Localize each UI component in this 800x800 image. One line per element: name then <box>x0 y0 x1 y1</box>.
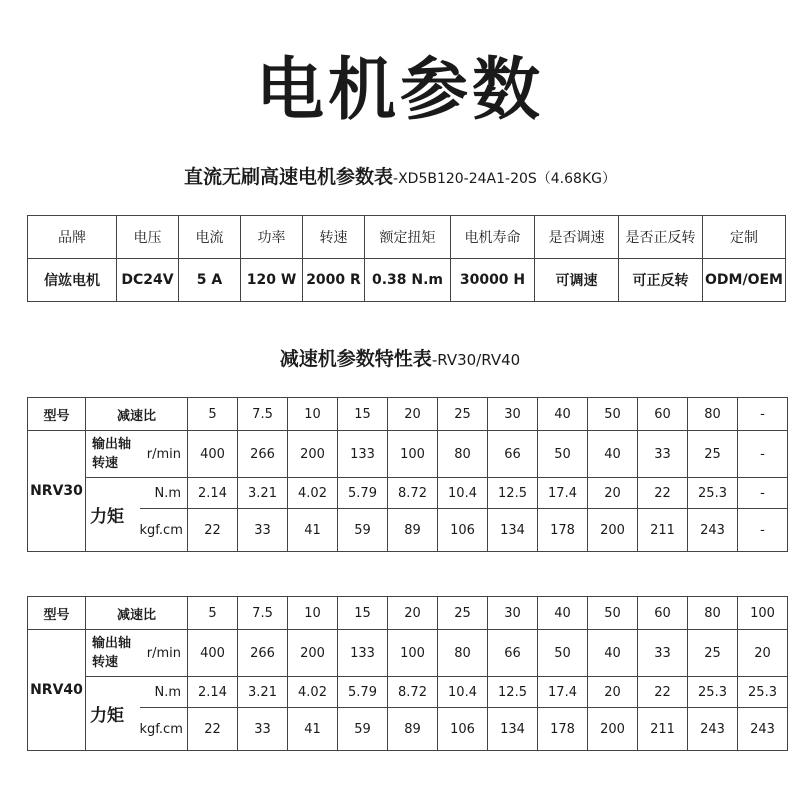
speed-cell: 133 <box>338 431 388 478</box>
speed-unit: r/min <box>140 431 188 478</box>
ratio-cell: 20 <box>388 597 438 630</box>
torque-kgf-cell: 211 <box>638 509 688 552</box>
speed-cell: 50 <box>538 431 588 478</box>
torque-kgf-cell: 211 <box>638 708 688 751</box>
ratio-cell: 15 <box>338 398 388 431</box>
speed-cell: 200 <box>288 630 338 677</box>
torque-kgf-row <box>28 509 788 552</box>
torque-nm-cell: 22 <box>638 677 688 708</box>
motor-value-cell: 120 W <box>241 259 303 302</box>
ratio-cell: 50 <box>588 398 638 431</box>
ratio-cell: - <box>738 398 788 431</box>
motor-value-cell: DC24V <box>117 259 179 302</box>
ratio-cell: 5 <box>188 597 238 630</box>
speed-cell: 50 <box>538 630 588 677</box>
torque-kgf-cell: 41 <box>288 708 338 751</box>
motor-header-cell: 电机寿命 <box>451 216 535 259</box>
speed-row <box>28 431 788 478</box>
speed-cell: 80 <box>438 431 488 478</box>
rv40-table <box>27 596 788 751</box>
speed-cell: 40 <box>588 630 638 677</box>
motor-value-cell: ODM/OEM <box>703 259 786 302</box>
torque-kgf-cell: 22 <box>188 509 238 552</box>
torque-nm-cell: 3.21 <box>238 478 288 509</box>
torque-nm-cell: 17.4 <box>538 478 588 509</box>
motor-table-heading <box>0 162 800 189</box>
ratio-cell: 80 <box>688 398 738 431</box>
motor-header-cell: 定制 <box>703 216 786 259</box>
model-column-label: 型号 <box>28 597 86 630</box>
speed-cell: 40 <box>588 431 638 478</box>
speed-label-line2: 转速 <box>92 456 119 471</box>
motor-header-cell: 额定扭矩 <box>365 216 451 259</box>
torque-unit-kgf: kgf.cm <box>140 509 188 552</box>
torque-kgf-cell: 134 <box>488 708 538 751</box>
ratio-label: 减速比 <box>86 398 188 431</box>
torque-label: 力矩 <box>86 478 140 552</box>
torque-kgf-cell: 178 <box>538 509 588 552</box>
reducer-heading-text: 减速机参数特性表 <box>279 348 432 370</box>
ratio-cell: 40 <box>538 597 588 630</box>
speed-label-line1: 输出轴 <box>92 437 132 452</box>
torque-nm-cell: 25.3 <box>738 677 788 708</box>
torque-nm-cell: 2.14 <box>188 677 238 708</box>
torque-nm-cell: 8.72 <box>388 478 438 509</box>
torque-kgf-cell: 243 <box>688 509 738 552</box>
motor-value-cell: 0.38 N.m <box>365 259 451 302</box>
torque-unit-nm: N.m <box>140 677 188 708</box>
torque-kgf-cell: 200 <box>588 708 638 751</box>
motor-header-row <box>28 216 786 259</box>
torque-kgf-cell: 33 <box>238 509 288 552</box>
model-name: NRV30 <box>28 431 86 552</box>
torque-kgf-cell: 89 <box>388 509 438 552</box>
speed-cell: 100 <box>388 630 438 677</box>
ratio-cell: 15 <box>338 597 388 630</box>
speed-label-line1: 输出轴 <box>92 636 132 651</box>
speed-cell: 266 <box>238 630 288 677</box>
motor-heading-model: -XD5B120-24A1-20S（4.68KG） <box>393 171 616 187</box>
speed-cell: 400 <box>188 630 238 677</box>
torque-nm-cell: - <box>738 478 788 509</box>
speed-label <box>86 431 140 478</box>
speed-cell: 100 <box>388 431 438 478</box>
ratio-cell: 10 <box>288 597 338 630</box>
model-column-label: 型号 <box>28 398 86 431</box>
rv30-table <box>27 397 788 552</box>
speed-cell: 25 <box>688 431 738 478</box>
speed-label <box>86 630 140 677</box>
speed-cell: 66 <box>488 431 538 478</box>
motor-header-cell: 电压 <box>117 216 179 259</box>
torque-nm-row <box>28 677 788 708</box>
speed-cell: 400 <box>188 431 238 478</box>
torque-kgf-cell: 200 <box>588 509 638 552</box>
speed-cell: 66 <box>488 630 538 677</box>
torque-nm-cell: 5.79 <box>338 478 388 509</box>
torque-unit-nm: N.m <box>140 478 188 509</box>
torque-kgf-cell: 134 <box>488 509 538 552</box>
motor-heading-text: 直流无刷高速电机参数表 <box>184 166 394 188</box>
motor-value-cell: 可正反转 <box>619 259 703 302</box>
torque-nm-cell: 25.3 <box>688 478 738 509</box>
motor-header-cell: 是否调速 <box>535 216 619 259</box>
torque-kgf-row <box>28 708 788 751</box>
reducer-table-heading <box>0 344 800 371</box>
motor-value-row <box>28 259 786 302</box>
ratio-cell: 100 <box>738 597 788 630</box>
motor-header-cell: 品牌 <box>28 216 117 259</box>
ratio-cell: 30 <box>488 398 538 431</box>
motor-header-cell: 功率 <box>241 216 303 259</box>
torque-kgf-cell: 33 <box>238 708 288 751</box>
torque-nm-cell: 12.5 <box>488 478 538 509</box>
torque-nm-cell: 20 <box>588 478 638 509</box>
motor-value-cell: 可调速 <box>535 259 619 302</box>
ratio-row <box>28 398 788 431</box>
speed-cell: 133 <box>338 630 388 677</box>
ratio-cell: 5 <box>188 398 238 431</box>
torque-nm-cell: 8.72 <box>388 677 438 708</box>
torque-nm-cell: 3.21 <box>238 677 288 708</box>
ratio-cell: 60 <box>638 398 688 431</box>
speed-row <box>28 630 788 677</box>
torque-nm-cell: 22 <box>638 478 688 509</box>
speed-cell: 33 <box>638 630 688 677</box>
torque-kgf-cell: 22 <box>188 708 238 751</box>
motor-value-cell: 5 A <box>179 259 241 302</box>
torque-kgf-cell: - <box>738 509 788 552</box>
torque-kgf-cell: 41 <box>288 509 338 552</box>
page-title: 电机参数 <box>255 51 544 130</box>
ratio-cell: 10 <box>288 398 338 431</box>
torque-unit-kgf: kgf.cm <box>140 708 188 751</box>
motor-header-cell: 是否正反转 <box>619 216 703 259</box>
torque-nm-cell: 20 <box>588 677 638 708</box>
speed-unit: r/min <box>140 630 188 677</box>
ratio-cell: 80 <box>688 597 738 630</box>
ratio-row <box>28 597 788 630</box>
reducer-heading-models: -RV30/RV40 <box>431 351 521 369</box>
motor-header-cell: 转速 <box>303 216 365 259</box>
speed-cell: 200 <box>288 431 338 478</box>
torque-nm-cell: 4.02 <box>288 478 338 509</box>
ratio-cell: 50 <box>588 597 638 630</box>
ratio-label: 减速比 <box>86 597 188 630</box>
torque-nm-cell: 10.4 <box>438 677 488 708</box>
motor-value-cell: 30000 H <box>451 259 535 302</box>
torque-kgf-cell: 59 <box>338 708 388 751</box>
ratio-cell: 30 <box>488 597 538 630</box>
torque-nm-cell: 12.5 <box>488 677 538 708</box>
torque-nm-row <box>28 478 788 509</box>
torque-kgf-cell: 59 <box>338 509 388 552</box>
speed-cell: 33 <box>638 431 688 478</box>
ratio-cell: 25 <box>438 597 488 630</box>
torque-nm-cell: 17.4 <box>538 677 588 708</box>
motor-value-cell: 信竑电机 <box>28 259 117 302</box>
speed-cell: 25 <box>688 630 738 677</box>
ratio-cell: 7.5 <box>238 597 288 630</box>
torque-nm-cell: 25.3 <box>688 677 738 708</box>
torque-kgf-cell: 89 <box>388 708 438 751</box>
ratio-cell: 60 <box>638 597 688 630</box>
speed-label-line2: 转速 <box>92 655 119 670</box>
motor-parameter-table <box>27 215 786 302</box>
torque-kgf-cell: 106 <box>438 708 488 751</box>
model-name: NRV40 <box>28 630 86 751</box>
speed-cell: 266 <box>238 431 288 478</box>
torque-kgf-cell: 243 <box>738 708 788 751</box>
ratio-cell: 40 <box>538 398 588 431</box>
torque-kgf-cell: 243 <box>688 708 738 751</box>
ratio-cell: 20 <box>388 398 438 431</box>
motor-value-cell: 2000 R <box>303 259 365 302</box>
torque-nm-cell: 10.4 <box>438 478 488 509</box>
torque-kgf-cell: 178 <box>538 708 588 751</box>
motor-header-cell: 电流 <box>179 216 241 259</box>
ratio-cell: 25 <box>438 398 488 431</box>
torque-nm-cell: 4.02 <box>288 677 338 708</box>
speed-cell: 20 <box>738 630 788 677</box>
ratio-cell: 7.5 <box>238 398 288 431</box>
speed-cell: - <box>738 431 788 478</box>
speed-cell: 80 <box>438 630 488 677</box>
torque-label: 力矩 <box>86 677 140 751</box>
torque-kgf-cell: 106 <box>438 509 488 552</box>
torque-nm-cell: 2.14 <box>188 478 238 509</box>
torque-nm-cell: 5.79 <box>338 677 388 708</box>
